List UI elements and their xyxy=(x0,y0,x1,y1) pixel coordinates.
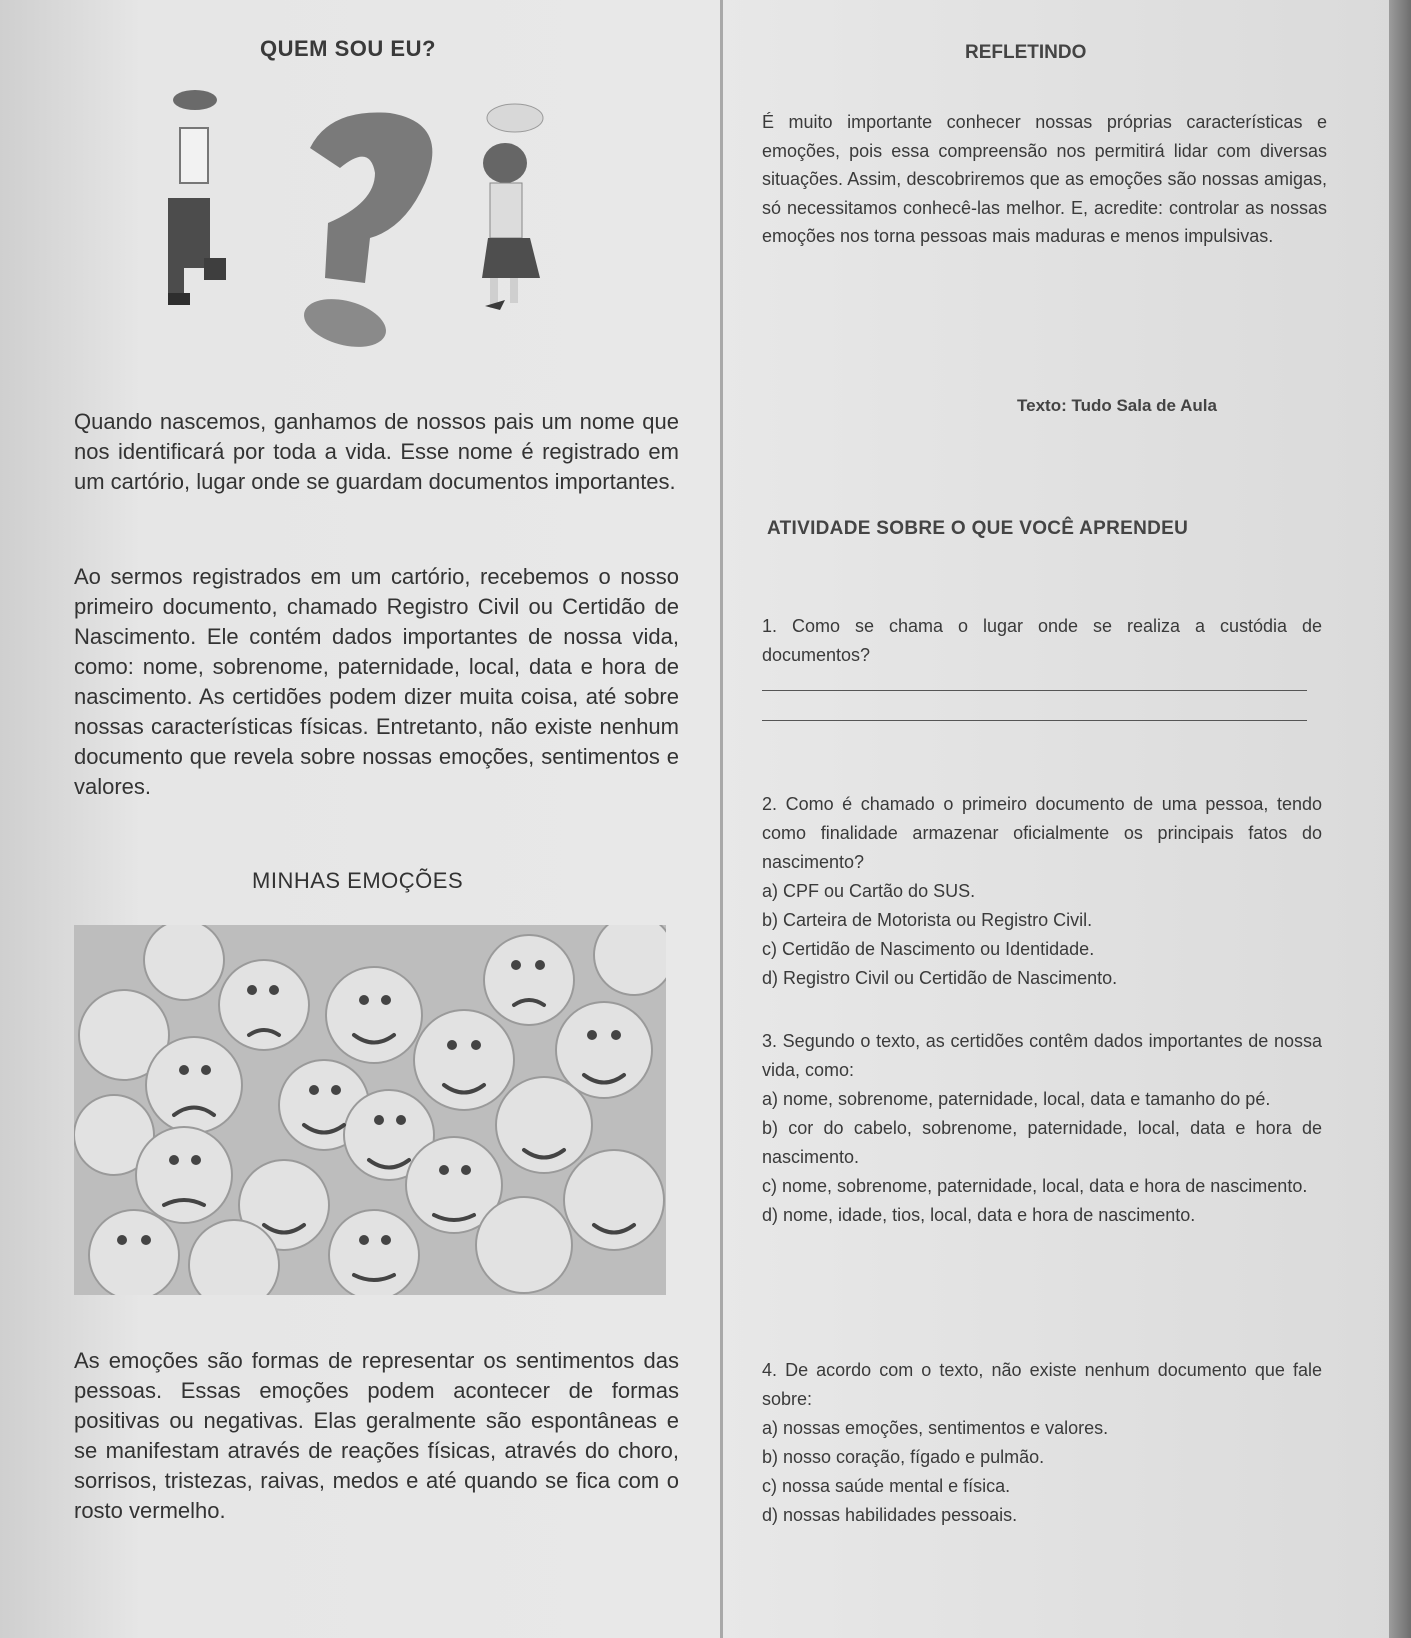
activity-heading: ATIVIDADE SOBRE O QUE VOCÊ APRENDEU xyxy=(767,518,1189,539)
question-4-text: 4. De acordo com o texto, não existe nenhum documento que fale sobre: xyxy=(762,1360,1322,1409)
question-4-option-d[interactable]: d) nossas habilidades pessoais. xyxy=(762,1505,1018,1525)
question-3 xyxy=(762,1027,1322,1230)
question-2-option-d[interactable]: d) Registro Civil ou Certidão de Nascimento. xyxy=(762,968,1118,988)
emoji-faces-image xyxy=(74,925,666,1295)
page-fold-divider xyxy=(720,0,723,1638)
question-4-option-c[interactable]: c) nossa saúde mental e física. xyxy=(762,1476,1011,1496)
question-3-option-d[interactable]: d) nome, idade, tios, local, data e hora de nascimento. xyxy=(762,1205,1196,1225)
registro-paragraph: Ao sermos registrados em um cartório, recebemos o nosso primeiro documento, chamado Registro Civil ou Certidão de Nascimento. Ele contém dados importantes de nossa vida, como: nome, sobrenome, paternidade, local, data e hora de nascimento. As certidões podem dizer muita coisa, até sobre nossas características físicas. Entretanto, não existe nenhum documento que revela sobre nossas emoções, sentimentos e valores. xyxy=(74,564,679,799)
question-2-option-a[interactable]: a) CPF ou Cartão do SUS. xyxy=(762,881,976,901)
answer-line[interactable] xyxy=(762,720,1307,721)
question-4 xyxy=(762,1356,1322,1530)
page-edge-shadow xyxy=(1389,0,1411,1638)
question-1: 1. Como se chama o lugar onde se realiza a custódia de documentos? xyxy=(762,616,1322,665)
refletindo-title: REFLETINDO xyxy=(965,42,1087,63)
left-title: QUEM SOU EU? xyxy=(260,36,436,61)
intro-paragraph: Quando nascemos, ganhamos de nossos pais um nome que nos identificará por toda a vida. Esse nome é registrado em um cartório, lugar onde se guardam documentos importantes. xyxy=(74,409,679,494)
answer-line[interactable] xyxy=(762,690,1307,691)
girl-figure-icon xyxy=(482,104,543,310)
question-3-option-b[interactable]: b) cor do cabelo, sobrenome, paternidade, local, data e hora de nascimento. xyxy=(762,1118,1322,1167)
refletindo-paragraph: É muito importante conhecer nossas próprias características e emoções, pois essa compreensão nos permitirá lidar com diversas situações. Assim, descobriremos que as emoções são nossas amigas, só necessitamos conhecê-las melhor. E, acredite: controlar as nossas emoções nos torna pessoas mais maduras e menos impulsivas. xyxy=(762,112,1327,246)
question-2 xyxy=(762,790,1322,993)
emotions-paragraph: As emoções são formas de representar os sentimentos das pessoas. Essas emoções podem acontecer de formas positivas ou negativas. Elas geralmente são espontâneas e se manifestam através de reações físicas, através do choro, sorrisos, tristezas, raivas, medos e até quando se fica com o rosto vermelho. xyxy=(74,1348,679,1523)
question-2-option-b[interactable]: b) Carteira de Motorista ou Registro Civil. xyxy=(762,910,1093,930)
question-3-option-a[interactable]: a) nome, sobrenome, paternidade, local, data e tamanho do pé. xyxy=(762,1089,1271,1109)
question-4-option-a[interactable]: a) nossas emoções, sentimentos e valores. xyxy=(762,1418,1109,1438)
question-2-option-c[interactable]: c) Certidão de Nascimento ou Identidade. xyxy=(762,939,1095,959)
question-3-option-c[interactable]: c) nome, sobrenome, paternidade, local, data e hora de nascimento. xyxy=(762,1176,1308,1196)
boy-figure-icon xyxy=(168,90,226,305)
question-2-text: 2. Como é chamado o primeiro documento de uma pessoa, tendo como finalidade armazenar oficialmente os principais fatos do nascimento? xyxy=(762,794,1322,872)
question-mark-icon xyxy=(299,112,433,350)
text-source: Texto: Tudo Sala de Aula xyxy=(1017,396,1217,415)
question-4-option-b[interactable]: b) nosso coração, fígado e pulmão. xyxy=(762,1447,1045,1467)
question-illustration xyxy=(160,88,580,350)
question-3-text: 3. Segundo o texto, as certidões contêm dados importantes de nossa vida, como: xyxy=(762,1031,1322,1080)
emotions-heading: MINHAS EMOÇÕES xyxy=(252,868,464,893)
